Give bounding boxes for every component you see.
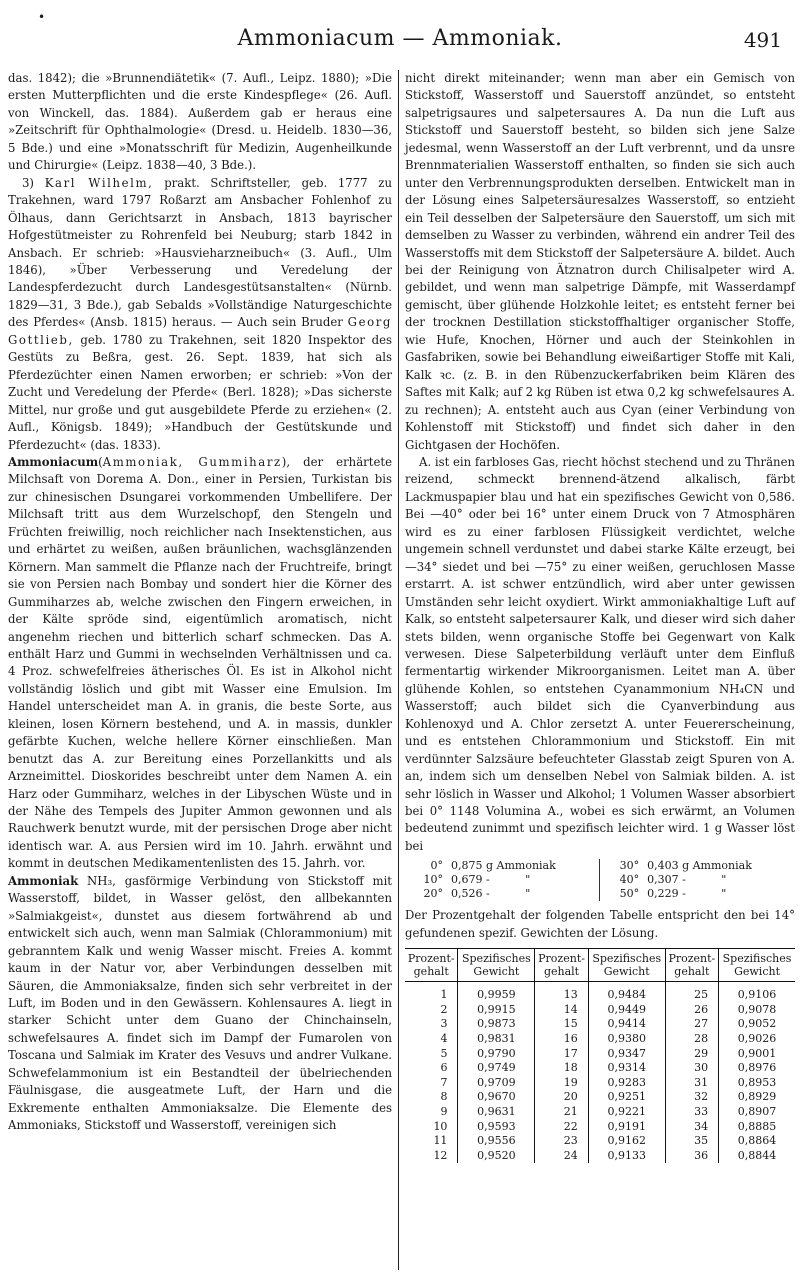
gravity-cell: 0,9670 xyxy=(458,1090,535,1105)
paragraph-right-1: nicht direkt miteinander; wenn man aber ein Gemisch von Stickstoff, Wasserstoff und Sauerstoff anzündet, so entsteht salpetrigsaures und salpetersaures A. Da nun die Luft aus Stickstoff und Sauerstoff besteht, so bilden sich jene Salze jedesmal, wenn Wasserstoff an der Luft verbrennt, und da unsre Brennmaterialien Wasserstoff enthalten, so finden sie sich auch unter den Verbrennungsprodukten derselben. Entwickelt man in der Lösung eines Salpetersäuresalzes Wasserstoff, so entzieht ein Teil desselben der Salpetersäure den Sauerstoff, um sich mit demselben zu Wasser zu verbinden, während ein andrer Teil des Wasserstoffs mit dem Stickstoff der Salpetersäure A. bildet. Auch bei der Reinigung von Ätznatron durch Chilisalpeter wird A. gebildet, und wenn man salpetrige Dämpfe, mit Wasserdampf gemischt, über glühende Holzkohle leitet; es entsteht ferner bei der trocknen Destillation stickstoffhaltiger organischer Stoffe, wie Hufe, Knochen, Hörner und auch der Steinkohlen in Gasfabriken, sowie bei Behandlung eiweißartiger Stoffe mit Kali, Kalk ꝛc. (z. B. in den Rübenzuckerfabriken beim Klären des Saftes mit Kalk; auf 2 kg Rüben ist etwa 0,2 kg schwefelsaures A. zu rechnen); A. entsteht auch aus Cyan (einer Verbindung von Kohlenstoff mit Stickstoff) und findet sich daher in den Gichtgasen der Hochöfen. xyxy=(405,71,795,452)
percent-cell: 36 xyxy=(665,1149,718,1164)
header-specific-gravity: Spezifisches Gewicht xyxy=(458,949,535,982)
gravity-cell: 0,9631 xyxy=(458,1105,535,1120)
formula: NH₃, xyxy=(87,873,116,888)
paragraph-right-2: A. ist ein farbloses Gas, riecht höchst stechend und zu Thränen reizend, schmeckt brennend-ätzend alkalisch, färbt Lackmuspapier blau und hat ein spezifisches Gewicht von 0,586. Bei —40° oder bei 16° unter einem Druck von 7 Atmosphären wird es zu einer farblosen Flüssigkeit verdichtet, welche ungemein schnell verdunstet und dabei starke Kälte erzeugt, bei —34° siedet und bei —75° zu einer weißen, geruchlosen Masse erstarrt. A. ist schwer entzündlich, wird aber unter gewissen Umständen sehr leicht oxydiert. Wirkt ammoniakhaltige Luft auf Kalk, so entsteht salpetersaurer Kalk, und dieser wird sich daher stets bilden, wenn organische Stoffe bei Gegenwart von Kalk verwesen. Diese Salpeterbildung verläuft unter dem Einfluß fermentartig wirkender Mikroorganismen. Leitet man A. über glühende Kohlen, so entstehen Cyanammonium NH₄CN und Wasserstoff; auch bildet sich die Cyanverbindung aus Kohlenoxyd und A. Chlor zersetzt A. unter Feuererscheinung, und es entstehen Chlorammonium und Stickstoff. Ein mit verdünnter Salzsäure befeuchteter Glasstab zeigt Spuren von A. an, indem sich um denselben Nebel von Salmiak bilden. A. ist sehr löslich in Wasser und Alkohol; 1 Volumen Wasser absorbiert bei 0° 1148 Volumina A., wobei es sich erwärmt, an Volumen bedeutend zunimmt und spezifisch leichter wird. 1 g Wasser löst bei xyxy=(405,454,796,853)
percent-cell: 17 xyxy=(535,1047,588,1062)
ammoniak-text: gasförmige Verbindung von Stickstoff mit Wasserstoff, bildet, in Wasser gelöst, den allbekannten »Salmiakgeist«, dunstet aus diesem fortwährend ab und entwickelt sich auch, wenn man Salmiak (Chlorammonium) mit gebranntem Kalk und wenig Wasser mischt. Freies A. kommt kaum in der Natur vor, aber Verbindungen desselben mit Säuren, die Ammoniaksalze, finden sich sehr verbreitet in der Luft, im Boden und in den Gewässern. Kohlensaures A. liegt in starker Schicht unter dem Guano der Chinchainseln, schwefelsaures A. findet sich im Dampf der Fumarolen von Toscana und Salmiak im Krater des Vesuvs und andrer Vulkane. Schwefelammonium ist ein Bestandteil der übelriechenden Fäulnisgase, die ausgeatmete Luft, der Harn und die Exkremente enthalten Ammoniaksalze. Die Elemente des Ammoniaks, Stickstoff und Wasserstoff, vereinigen sich xyxy=(8,873,393,1133)
paragraph-hufeland-2 xyxy=(8,175,392,454)
paren: ( xyxy=(98,454,103,469)
gravity-cell: 0,9709 xyxy=(458,1076,535,1091)
table-row xyxy=(405,1120,795,1135)
entry-brother-name: Georg Gottlieb, xyxy=(8,315,392,347)
header-percent: Prozent-gehalt xyxy=(405,949,458,982)
temp-cell: 30° xyxy=(619,859,640,873)
gravity-cell: 0,8844 xyxy=(719,1149,795,1164)
percent-cell: 34 xyxy=(665,1120,718,1135)
percent-cell: 7 xyxy=(440,1075,448,1089)
left-column xyxy=(8,70,392,1135)
gravity-cell: 0,9251 xyxy=(588,1090,665,1105)
header-percent: Prozent-gehalt xyxy=(535,949,588,982)
table-row xyxy=(405,1090,795,1105)
page-title: Ammoniacum — Ammoniak. xyxy=(237,26,563,51)
entry-name: Karl Wilhelm, xyxy=(44,175,154,190)
percent-cell: 28 xyxy=(665,1032,718,1047)
value: 0,679 - xyxy=(451,873,490,887)
header-specific-gravity: Spezifisches Gewicht xyxy=(719,949,795,982)
gravity-cell: 0,9052 xyxy=(719,1017,795,1032)
gravity-cell: 0,8976 xyxy=(719,1061,795,1076)
gravity-cell: 0,9283 xyxy=(588,1076,665,1091)
gravity-cell: 0,9831 xyxy=(458,1032,535,1047)
gravity-cell: 0,9001 xyxy=(719,1047,795,1062)
value-cell: 0,403 g Ammoniak xyxy=(647,859,752,873)
percent-cell: 30 xyxy=(665,1061,718,1076)
entry-text-2: geb. 1780 zu Trakehnen, seit 1820 Inspektor des Gestüts zu Beßra, gest. 26. Sept. 1839, hat sich als Pferdezüchter einen Namen erworben; er schrieb: »Von der Zucht und Veredelung der Pferde« (Berl. 1828); »Das sicherste Mittel, nur große und gut ausgebildete Pferde zu erziehen« (2. Aufl., Königsb. 1849); »Handbuch der Gestütskunde und Pferdezucht« (das. 1833). xyxy=(8,332,392,452)
table-row xyxy=(405,1134,795,1149)
table-row xyxy=(405,1017,795,1032)
gravity-cell: 0,9749 xyxy=(458,1061,535,1076)
right-column xyxy=(405,70,795,1163)
gravity-cell: 0,8885 xyxy=(719,1120,795,1135)
value-cell xyxy=(643,887,795,901)
entry-text: prakt. Schriftsteller, geb. 1777 zu Trakehnen, ward 1797 Roßarzt am Ansbacher Fohlenhof zu Ölhaus, dann Gerichtsarzt in Ansbach, 1813 bayrischer Hofgestütmeister zu Rohrenfeld bei Neuburg; starb 1842 in Ansbach. Er schrieb: »Hausvieharzneibuch« (3. Aufl., Ulm 1846), »Über Verbesserung und Veredelung der Landespferdezucht durch Landesgestütsanstalten« (Nürnb. 1829—31, 3 Bde.), gab Sebalds »Vollständige Naturgeschichte des Pferdes« (Ansb. 1815) heraus. — Auch sein Bruder xyxy=(8,175,392,330)
percent-cell: 1 xyxy=(440,988,448,1002)
temp-cell: 0° xyxy=(430,859,443,873)
temp-cell: 40° xyxy=(619,873,640,887)
percent-cell: 11 xyxy=(433,1134,448,1148)
table-body xyxy=(405,982,795,1164)
entry-number: 3) xyxy=(22,175,34,190)
page-number: 491 xyxy=(743,28,782,52)
gravity-cell: 0,9106 xyxy=(719,982,795,1003)
solubility-row xyxy=(405,873,795,887)
solubility-row xyxy=(405,859,795,873)
value-cell xyxy=(643,873,795,887)
specific-gravity-table xyxy=(405,948,795,1163)
temp-cell: 10° xyxy=(423,873,443,887)
gravity-cell: 0,8929 xyxy=(719,1090,795,1105)
headword-ammoniacum: Ammoniacum xyxy=(8,454,99,469)
gravity-cell: 0,9790 xyxy=(458,1047,535,1062)
value: 0,307 - xyxy=(647,873,686,887)
table-row xyxy=(405,1149,795,1164)
gravity-cell: 0,9221 xyxy=(588,1105,665,1120)
ditto-mark: " xyxy=(525,873,531,887)
gravity-cell: 0,8864 xyxy=(719,1134,795,1149)
percent-cell: 15 xyxy=(535,1017,588,1032)
gravity-cell: 0,9162 xyxy=(588,1134,665,1149)
synonym: Ammoniak, Gummiharz xyxy=(102,454,282,469)
gravity-cell: 0,9556 xyxy=(458,1134,535,1149)
percent-cell: 6 xyxy=(440,1061,448,1075)
paragraph-ammoniak xyxy=(8,873,392,1135)
table-row xyxy=(405,1076,795,1091)
page-header xyxy=(0,0,800,60)
paragraph-hufeland-1: das. 1842); die »Brunnendiätetik« (7. Aufl., Leipz. 1880); »Die ersten Mutterpflichten und die erste Kindespflege« (26. Aufl. von Winckell, das. 1884). Außerdem gab er heraus eine »Zeitschrift für Ophthalmologie« (Dresd. u. Heidelb. 1830—36, 5 Bde.) und eine »Monatsschrift für Medizin, Augenheilkunde und Chirurgie« (Leipz. 1838—40, 3 Bde.). xyxy=(8,71,392,173)
header-percent: Prozent-gehalt xyxy=(665,949,718,982)
percent-cell: 25 xyxy=(665,982,718,1003)
percent-cell: 9 xyxy=(440,1105,448,1119)
value: 0,526 - xyxy=(451,887,490,901)
gravity-cell: 0,9520 xyxy=(458,1149,535,1164)
value-cell: 0,875 g Ammoniak xyxy=(451,859,556,873)
gravity-cell: 0,9449 xyxy=(588,1003,665,1018)
value-cell xyxy=(447,887,600,901)
percent-cell: 2 xyxy=(440,1002,448,1016)
solubility-row xyxy=(405,887,795,901)
percent-cell: 24 xyxy=(535,1149,588,1164)
gravity-cell: 0,9915 xyxy=(458,1003,535,1018)
gravity-cell: 0,9314 xyxy=(588,1061,665,1076)
table-row xyxy=(405,1032,795,1047)
header-mark: • xyxy=(38,10,46,24)
gravity-cell: 0,8953 xyxy=(719,1076,795,1091)
percent-cell: 12 xyxy=(433,1148,448,1162)
percent-cell: 22 xyxy=(535,1120,588,1135)
percent-cell: 5 xyxy=(440,1046,448,1060)
table-header-row xyxy=(405,949,795,982)
percent-cell: 31 xyxy=(665,1076,718,1091)
paragraph-ammoniacum xyxy=(8,454,392,873)
percent-cell: 4 xyxy=(440,1032,448,1046)
value-cell xyxy=(447,873,600,887)
gravity-cell: 0,9191 xyxy=(588,1120,665,1135)
gravity-cell: 0,9133 xyxy=(588,1149,665,1164)
percent-cell: 27 xyxy=(665,1017,718,1032)
gravity-cell: 0,9873 xyxy=(458,1017,535,1032)
gravity-cell: 0,9484 xyxy=(588,982,665,1003)
header-specific-gravity: Spezifisches Gewicht xyxy=(588,949,665,982)
percent-cell: 23 xyxy=(535,1134,588,1149)
percent-cell: 29 xyxy=(665,1047,718,1062)
percent-cell: 13 xyxy=(535,982,588,1003)
percent-cell: 14 xyxy=(535,1003,588,1018)
percent-cell: 21 xyxy=(535,1105,588,1120)
temp-cell: 50° xyxy=(619,887,640,901)
gravity-cell: 0,9959 xyxy=(458,982,535,1003)
column-divider xyxy=(398,70,399,1270)
table-row xyxy=(405,1061,795,1076)
gravity-cell: 0,9078 xyxy=(719,1003,795,1018)
table-row xyxy=(405,1105,795,1120)
percent-cell: 19 xyxy=(535,1076,588,1091)
table-row xyxy=(405,1003,795,1018)
percent-cell: 3 xyxy=(440,1017,448,1031)
paragraph-table-intro: Der Prozentgehalt der folgenden Tabelle entspricht den bei 14° gefundenen spezif. Gewichten der Lösung. xyxy=(405,908,795,940)
gravity-cell: 0,9593 xyxy=(458,1120,535,1135)
percent-cell: 26 xyxy=(665,1003,718,1018)
percent-cell: 8 xyxy=(440,1090,448,1104)
temp-cell: 20° xyxy=(423,887,443,901)
value: 0,229 - xyxy=(647,887,686,901)
percent-cell: 33 xyxy=(665,1105,718,1120)
percent-cell: 18 xyxy=(535,1061,588,1076)
percent-cell: 10 xyxy=(433,1119,448,1133)
table-row xyxy=(405,982,795,1003)
gravity-cell: 0,8907 xyxy=(719,1105,795,1120)
solubility-table xyxy=(405,859,795,901)
percent-cell: 32 xyxy=(665,1090,718,1105)
ammoniacum-text: ), der erhärtete Milchsaft von Dorema A. Don., einer in Persien, Turkistan bis zur chinesischen Dsungarei vorkommenden Umbellifere. Der Milchsaft tritt aus dem Wurzelschopf, den Stengeln und Früchten freiwillig, noch reichlicher nach Insektenstichen, aus und erhärtet zu weißen, außen bräunlichen, wachsglänzenden Körnern. Man sammelt die Pflanze nach der Fruchtreife, bringt sie von Persien nach Bombay und sondert hier die Körner des Gummiharzes ab, welche zwischen den Fingern erweichen, in der Kälte spröde sind, eigentümlich aromatisch, nicht angenehm riechen und bitterlich scharf schmecken. Das A. enthält Harz und Gummi in wechselnden Verhältnissen und ca. 4 Proz. schwefelfreies ätherisches Öl. Es ist in Alkohol nicht vollständig löslich und gibt mit Wasser eine Emulsion. Im Handel unterscheidet man A. in granis, die beste Sorte, aus kleinen, losen Körnern bestehend, und A. in massis, dunkler gefärbte Kuchen, welche hellere Körner einschließen. Man benutzt das A. zur Bereitung eines Porzellankitts und als Arzneimittel. Dioskorides beschreibt unter dem Namen A. ein Harz oder Gummiharz, welches in der Libyschen Wüste und in der Nähe des Tempels des Jupiter Ammon gewonnen und als Rauchwerk benutzt wurde, mit der persischen Droge aber nicht identisch war. A. aus Persien wird im 10. Jahrh. erwähnt und kommt in deutschen Medikamentenlisten des 15. Jahrh. vor. xyxy=(8,454,392,871)
gravity-cell: 0,9380 xyxy=(588,1032,665,1047)
ditto-mark: " xyxy=(721,887,727,901)
percent-cell: 35 xyxy=(665,1134,718,1149)
percent-cell: 16 xyxy=(535,1032,588,1047)
gravity-cell: 0,9414 xyxy=(588,1017,665,1032)
gravity-cell: 0,9026 xyxy=(719,1032,795,1047)
headword-ammoniak: Ammoniak xyxy=(8,873,79,888)
gravity-cell: 0,9347 xyxy=(588,1047,665,1062)
table-row xyxy=(405,1047,795,1062)
percent-cell: 20 xyxy=(535,1090,588,1105)
ditto-mark: " xyxy=(525,887,531,901)
ditto-mark: " xyxy=(721,873,727,887)
